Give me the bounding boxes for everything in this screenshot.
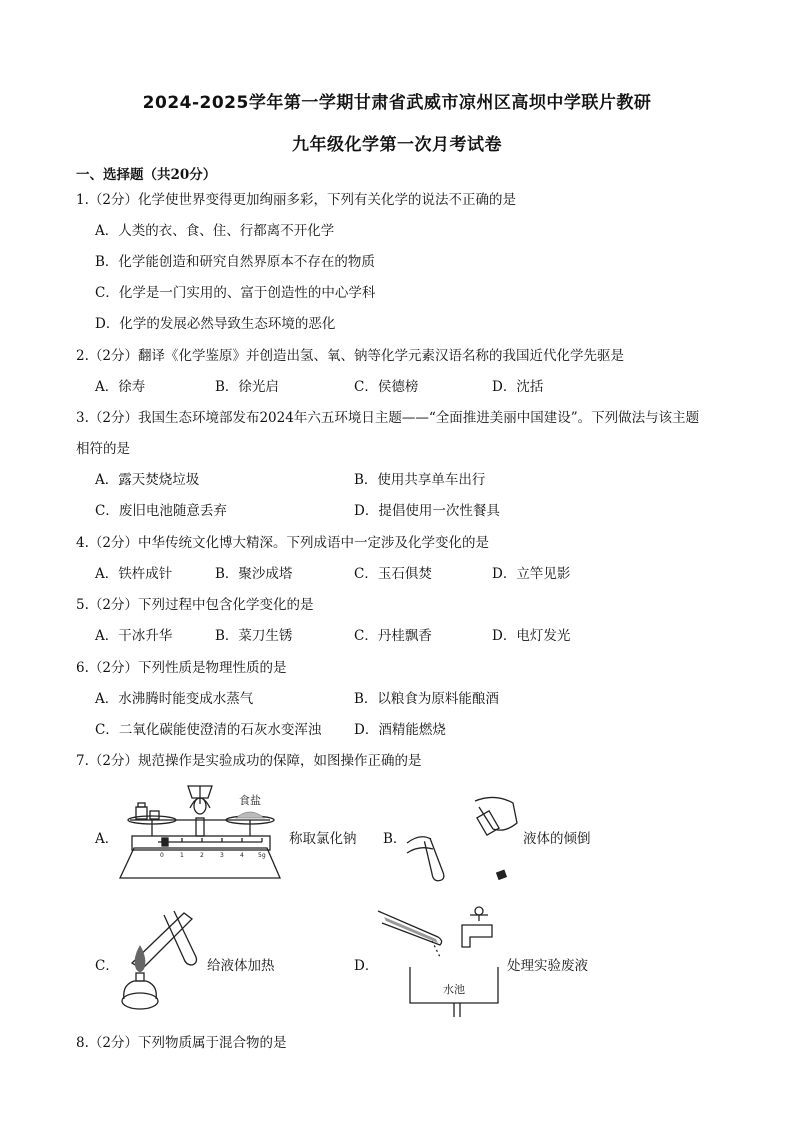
scale-tick-1: 1 <box>180 852 184 859</box>
question-2-option-c: C．侯德榜 <box>354 379 419 395</box>
figure-d-letter: D． <box>354 958 379 974</box>
figure-d-caption: 处理实验废液 <box>507 958 588 974</box>
question-2-stem: 2.（2分）翻译《化学鉴原》并创造出氢、氧、钠等化学元素汉语名称的我国近代化学先驱是 <box>76 348 624 364</box>
question-5-option-b: B．菜刀生锈 <box>215 628 293 644</box>
question-4-stem: 4.（2分）中华传统文化博大精深。下列成语中一定涉及化学变化的是 <box>76 535 489 551</box>
question-2-option-d: D．沈括 <box>492 379 544 395</box>
figure-a-letter: A． <box>95 831 119 847</box>
exam-title-line1: 2024-2025学年第一学期甘肃省武威市凉州区高坝中学联片教研 <box>142 93 652 113</box>
question-3-option-c: C．废旧电池随意丢弃 <box>95 503 227 519</box>
section-heading: 一、选择题（共20分） <box>76 167 217 183</box>
question-2-option-b: B．徐光启 <box>215 379 279 395</box>
scale-tick-5: 5g <box>258 852 266 859</box>
figure-b-caption: 液体的倾倒 <box>523 831 591 847</box>
question-1-option-a: A．人类的衣、食、住、行都离不开化学 <box>95 223 335 239</box>
figure-c-letter: C． <box>95 958 119 974</box>
question-3-option-d: D．提倡使用一次性餐具 <box>354 503 500 519</box>
pouring-figure <box>405 793 520 888</box>
question-3-stem: 3.（2分）我国生态环境部发布2024年六五环境日主题——“全面推进美丽中国建设”。下列做法与该主题 <box>76 410 700 426</box>
question-6-option-c: C．二氧化碳能使澄清的石灰水变浑浊 <box>95 722 322 738</box>
question-1-option-c: C．化学是一门实用的、富于创造性的中心学科 <box>95 285 376 301</box>
exam-title-line2: 九年级化学第一次月考试卷 <box>292 135 502 155</box>
scale-tick-2: 2 <box>200 852 204 859</box>
scale-tick-4: 4 <box>240 852 244 859</box>
question-5-option-a: A．干冰升华 <box>95 628 173 644</box>
sink-figure <box>370 895 505 1020</box>
question-6-option-d: D．酒精能燃烧 <box>354 722 446 738</box>
question-1-option-b: B．化学能创造和研究自然界原本不存在的物质 <box>95 254 375 270</box>
question-5-option-c: C．丹桂飘香 <box>354 628 432 644</box>
question-5-option-d: D．电灯发光 <box>492 628 571 644</box>
question-1-stem: 1.（2分）化学使世界变得更加绚丽多彩，下列有关化学的说法不正确的是 <box>76 192 516 208</box>
figure-c-caption: 给液体加热 <box>207 958 275 974</box>
question-3-option-b: B．使用共享单车出行 <box>354 472 486 488</box>
heating-figure <box>112 905 207 1015</box>
question-6-option-b: B．以粮食为原料能酿酒 <box>354 691 499 707</box>
sink-label: 水池 <box>443 983 465 996</box>
scale-tick-3: 3 <box>220 852 224 859</box>
question-4-option-a: A．铁杵成针 <box>95 566 173 582</box>
question-4-option-b: B．聚沙成塔 <box>215 566 293 582</box>
question-6-stem: 6.（2分）下列性质是物理性质的是 <box>76 660 287 676</box>
question-6-option-a: A．水沸腾时能变成水蒸气 <box>95 691 254 707</box>
question-4-option-c: C．玉石俱焚 <box>354 566 432 582</box>
balance-figure <box>112 778 287 888</box>
question-5-stem: 5.（2分）下列过程中包含化学变化的是 <box>76 597 314 613</box>
question-3-stem-cont: 相符的是 <box>76 441 130 457</box>
salt-label: 食盐 <box>239 794 261 807</box>
scale-tick-0: 0 <box>160 852 164 859</box>
figure-b-letter: B． <box>383 831 407 847</box>
question-1-option-d: D．化学的发展必然导致生态环境的恶化 <box>95 316 336 332</box>
question-7-stem: 7.（2分）规范操作是实验成功的保障，如图操作正确的是 <box>76 753 422 769</box>
question-2-option-a: A．徐寿 <box>95 379 146 395</box>
figure-a-caption: 称取氯化钠 <box>289 831 357 847</box>
question-4-option-d: D．立竿见影 <box>492 566 571 582</box>
question-3-option-a: A．露天焚烧垃圾 <box>95 472 200 488</box>
question-8-stem: 8.（2分）下列物质属于混合物的是 <box>76 1035 287 1051</box>
